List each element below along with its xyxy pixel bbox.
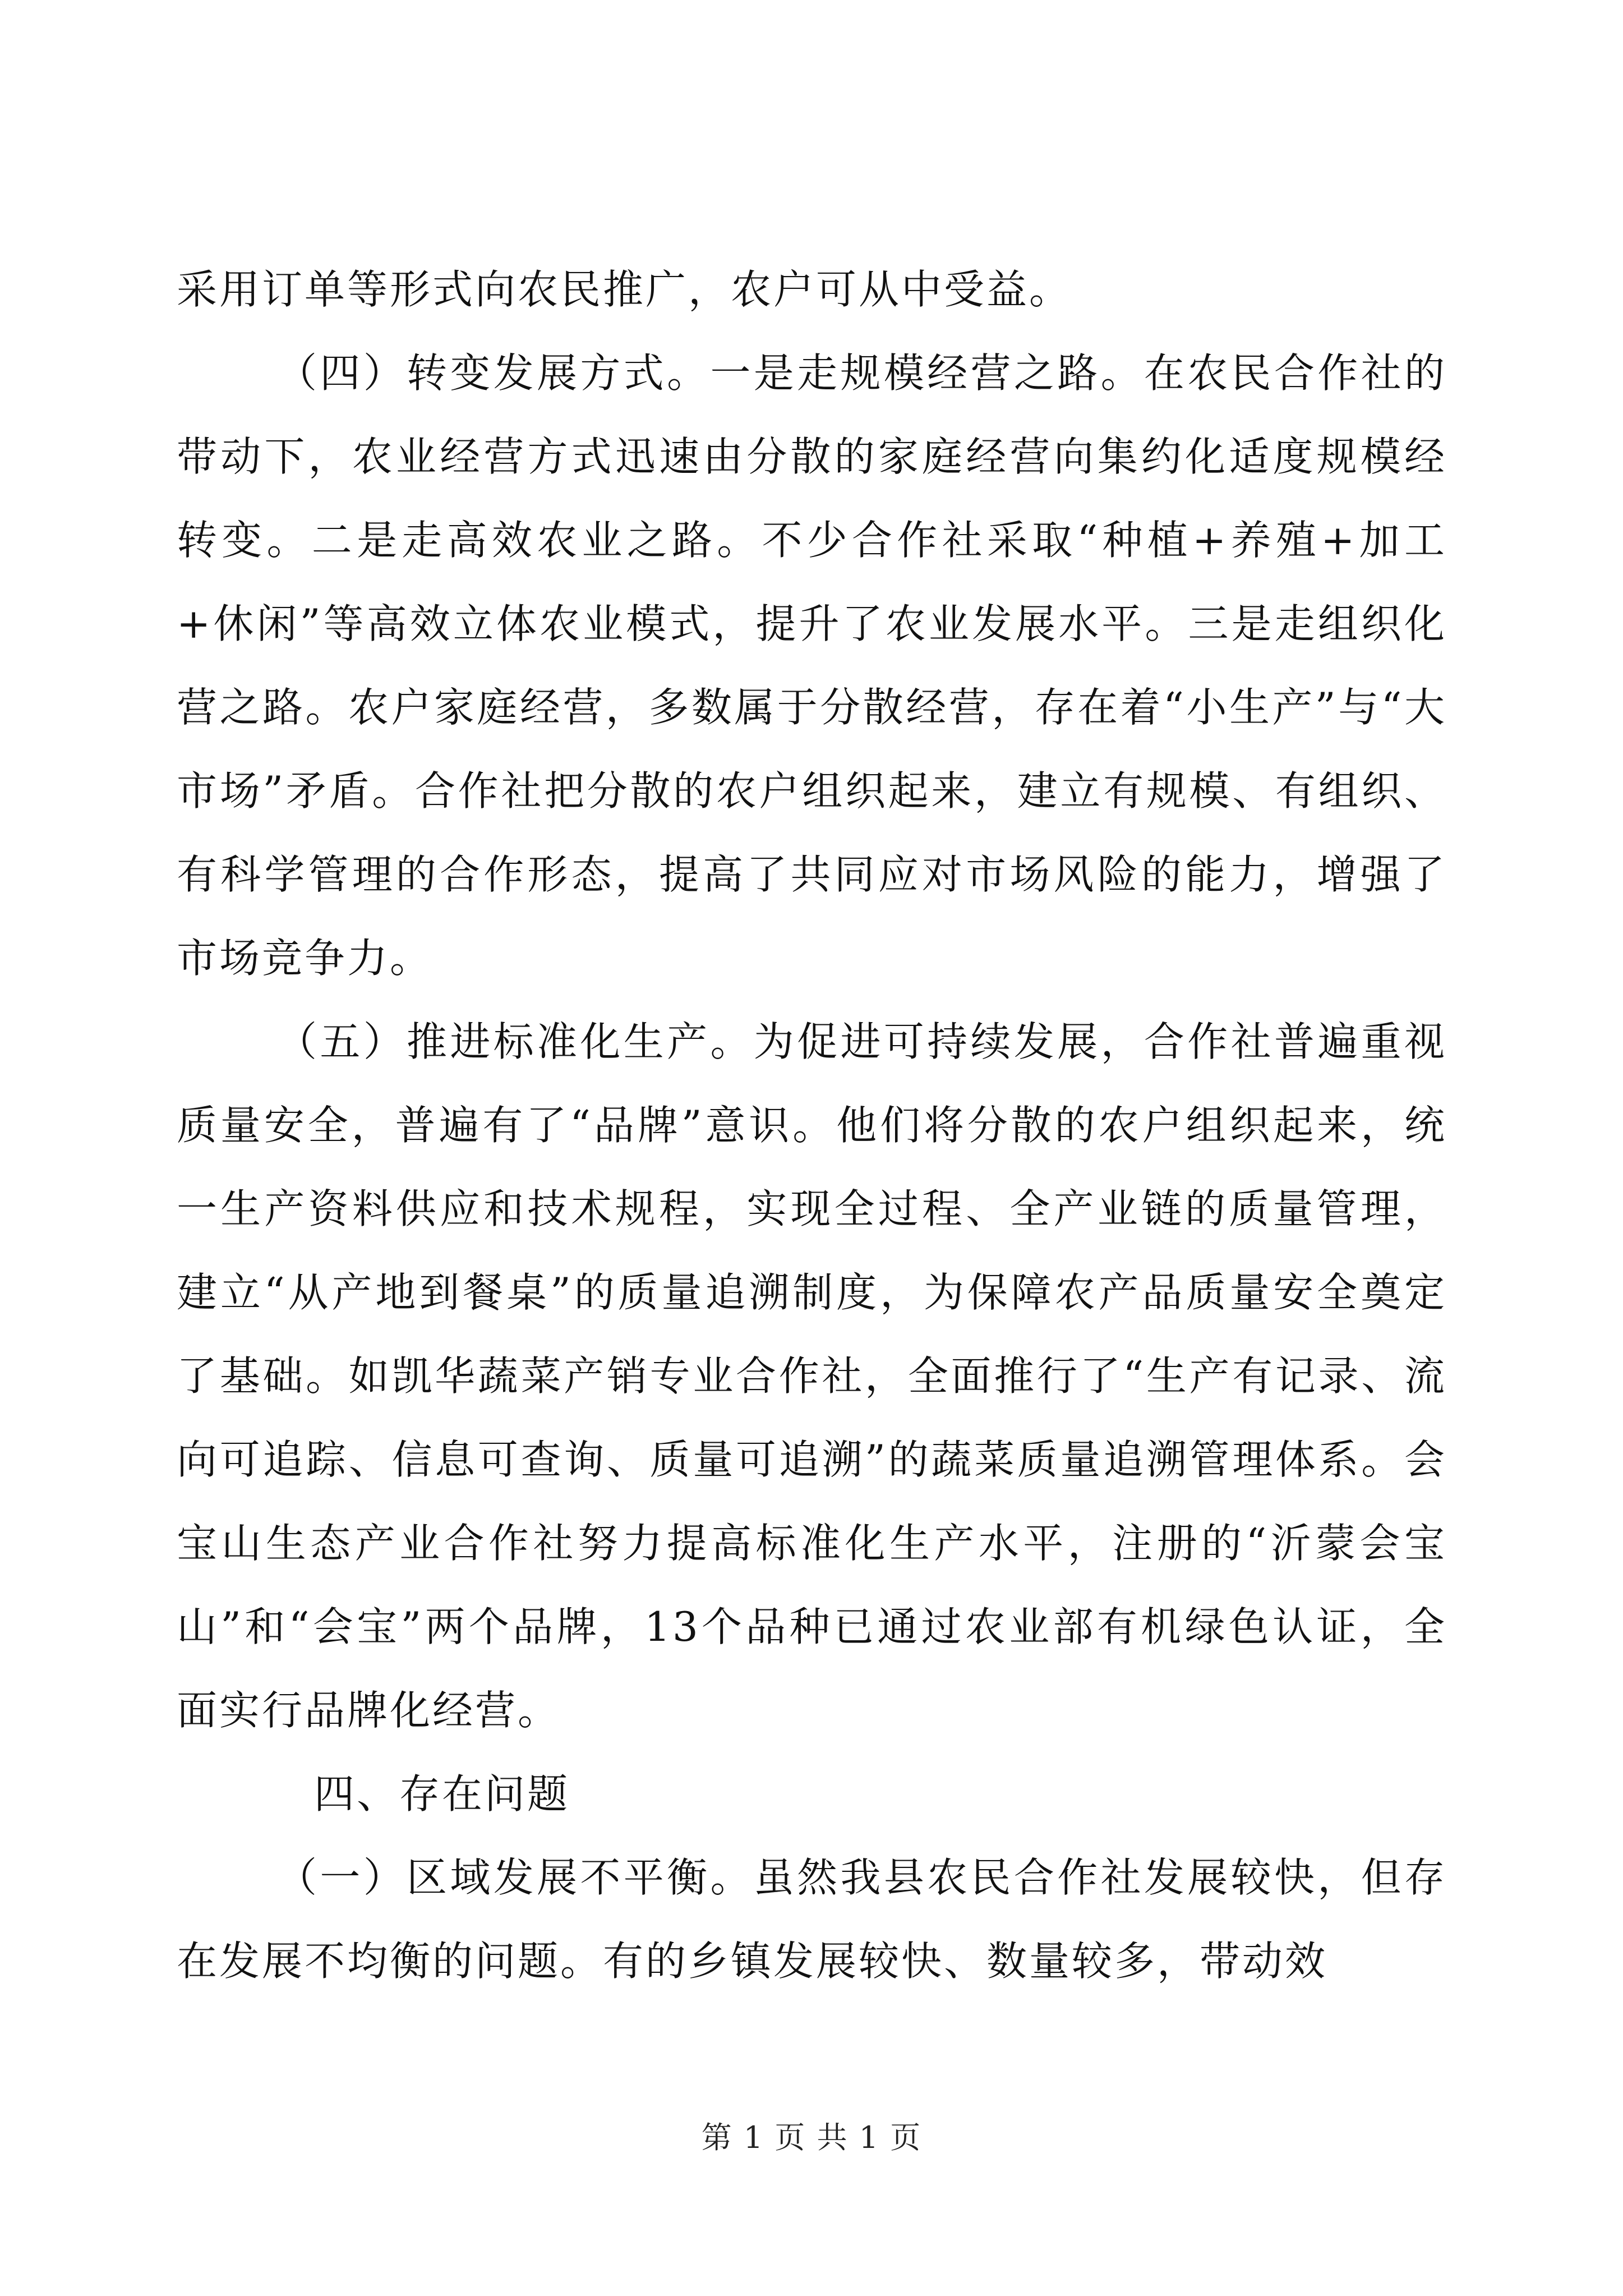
paragraph-continuation: 采用订单等形式向农民推广，农户可从中受益。: [177, 266, 1072, 313]
paragraph-regional-imbalance: （一）区域发展不平衡。虽然我县农民合作社发展较快，但存在发展不均衡的问题。有的乡镇发展较快、数量较多，带动效: [177, 1854, 1447, 1985]
page-number-footer: 第 1 页 共 1 页: [701, 2120, 922, 2155]
section-heading-existing-problems: 四、存在问题: [314, 1770, 570, 1818]
document-body: [177, 248, 1447, 2003]
paragraph-standardized-production: （五）推进标准化生产。为促进可持续发展，合作社普遍重视质量安全，普遍有了“品牌”意识。他们将分散的农户组织起来，统一生产资料供应和技术规程，实现全过程、全产业链的质量管理，建立“从产地到餐桌”的质量追溯制度，为保障农产品质量安全奠定了基础。如凯华蔬菜产销专业合作社，全面推行了“生产有记录、流向可追踪、信息可查询、质量可追溯”的蔬菜质量追溯管理体系。会宝山生态产业合作社努力提高标准化生产水平，注册的“沂蒙会宝山”和“会宝”两个品牌，13个品种已通过农业部有机绿色认证，全面实行品牌化经营。: [177, 1018, 1447, 1734]
paragraph-transform-development: （四）转变发展方式。一是走规模经营之路。在农民合作社的带动下，农业经营方式迅速由分散的家庭经营向集约化适度规模经转变。二是走高效农业之路。不少合作社采取“种植+养殖+加工+休闲”等高效立体农业模式，提升了农业发展水平。三是走组织化营之路。农户家庭经营，多数属于分散经营，存在着“小生产”与“大市场”矛盾。合作社把分散的农户组织起来，建立有规模、有组织、有科学管理的合作形态，提高了共同应对市场风险的能力，增强了市场竞争力。: [177, 349, 1447, 982]
